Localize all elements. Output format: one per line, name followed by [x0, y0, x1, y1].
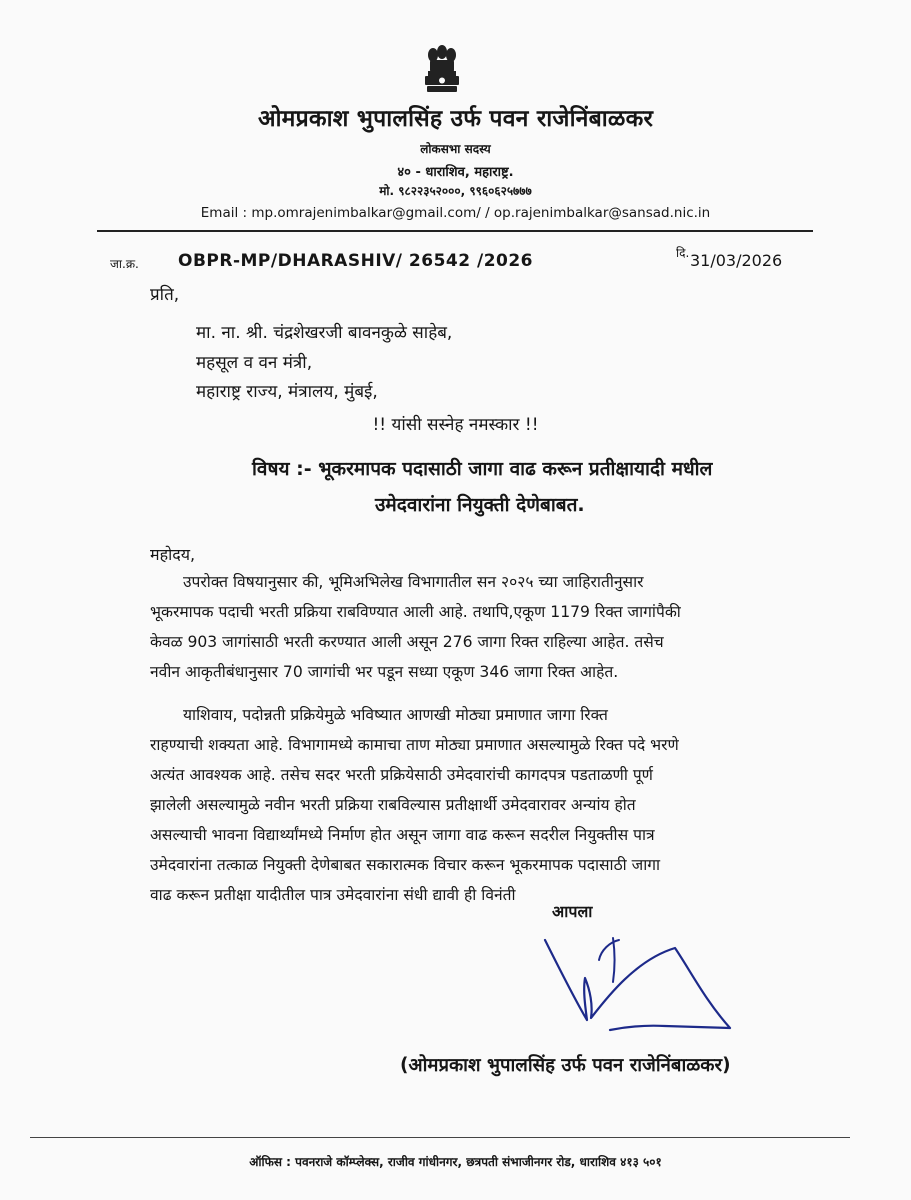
salutation: महोदय,	[150, 545, 196, 564]
date-label: दि.	[676, 246, 690, 260]
paragraph-line: भूकरमापक पदाची भरती प्रक्रिया राबविण्यात आली आहे. तथापि,एकूण 1179 रिक्त जागांपैकी	[150, 603, 681, 621]
handwritten-signature	[515, 930, 770, 1035]
subject-line-1: विषय :- भूकरमापक पदासाठी जागा वाढ करून प्रतीक्षायादी मधील	[252, 458, 713, 480]
paragraph-line: याशिवाय, पदोन्नती प्रक्रियेमुळे भविष्यात आणखी मोठ्या प्रमाणात जागा रिक्त	[183, 706, 608, 724]
closing-aapla: आपला	[552, 902, 593, 921]
footer-divider	[30, 1137, 850, 1138]
body-paragraph-1	[150, 567, 760, 687]
national-emblem-icon	[417, 40, 467, 100]
recipient-line: महसूल व वन मंत्री,	[196, 353, 313, 373]
reference-label: जा.क्र.	[110, 257, 139, 271]
recipient-to-label: प्रति,	[150, 285, 180, 305]
paragraph-line: उमेदवारांना तत्काळ नियुक्ती देणेबाबत सकारात्मक विचार करून भूकरमापक पदासाठी जागा	[150, 856, 661, 874]
email-line	[0, 205, 911, 221]
paragraph-line: वाढ करून प्रतीक्षा यादीतील पात्र उमेदवारांना संधी द्यावी ही विनंती	[150, 886, 516, 904]
reference-number: OBPR-MP/DHARASHIV/ 26542 /2026	[178, 251, 534, 271]
email-label: Email :	[200, 205, 248, 221]
subject-line-2: उमेदवारांना नियुक्ती देणेबाबत.	[375, 494, 585, 516]
sender-designation: लोकसभा सदस्य	[420, 142, 491, 156]
recipient-line: महाराष्ट्र राज्य, मंत्रालय, मुंबई,	[196, 382, 378, 402]
email-primary: mp.omrajenimbalkar@gmail.com/	[251, 205, 481, 221]
sender-mobile: मो. ९८२२३५२०००, ९९६०६२५७७७	[379, 184, 532, 198]
office-address: ऑफिस : पवनराजे कॉम्प्लेक्स, राजीव गांधीनगर, छत्रपती संभाजीनगर रोड, धाराशिव ४१३ ५०१	[249, 1155, 662, 1169]
paragraph-line: उपरोक्त विषयानुसार की, भूमिअभिलेख विभागातील सन २०२५ च्या जाहिरातीनुसार	[183, 573, 644, 591]
paragraph-line: अत्यंत आवश्यक आहे. तसेच सदर भरती प्रक्रियेसाठी उमेदवारांची कागदपत्र पडताळणी पूर्ण	[150, 766, 653, 784]
header-divider	[97, 230, 813, 232]
paragraph-line: केवळ 903 जागांसाठी भरती करण्यात आली असून 276 जागा रिक्त राहिल्या आहेत. तसेच	[150, 633, 664, 651]
recipient-line: मा. ना. श्री. चंद्रशेखरजी बावनकुळे साहेब,	[196, 323, 453, 343]
sender-name: ओमप्रकाश भुपालसिंह उर्फ पवन राजेनिंबाळकर	[257, 106, 654, 132]
sender-constituency: ४० - धाराशिव, महाराष्ट्र.	[397, 165, 514, 180]
paragraph-line: असल्याची भावना विद्यार्थ्यांमध्ये निर्माण होत असून जागा वाढ करून सदरील नियुक्तीस पात्र	[150, 826, 655, 844]
email-secondary: / op.rajenimbalkar@sansad.nic.in	[485, 205, 711, 221]
greeting: !! यांसी सस्नेह नमस्कार !!	[372, 415, 539, 435]
body-paragraph-2	[150, 700, 760, 910]
letter-date: 31/03/2026	[690, 251, 783, 270]
paragraph-line: राहण्याची शक्यता आहे. विभागामध्ये कामाचा ताण मोठ्या प्रमाणात असल्यामुळे रिक्त पदे भरणे	[150, 736, 679, 754]
signatory-name: (ओमप्रकाश भुपालसिंह उर्फ पवन राजेनिंबाळकर)	[400, 1055, 731, 1076]
paragraph-line: झालेली असल्यामुळे नवीन भरती प्रक्रिया राबविल्यास प्रतीक्षार्थी उमेदवारावर अन्यांय होत	[150, 796, 636, 814]
paragraph-line: नवीन आकृतीबंधानुसार 70 जागांची भर पडून सध्या एकूण 346 जागा रिक्त आहेत.	[150, 663, 619, 681]
